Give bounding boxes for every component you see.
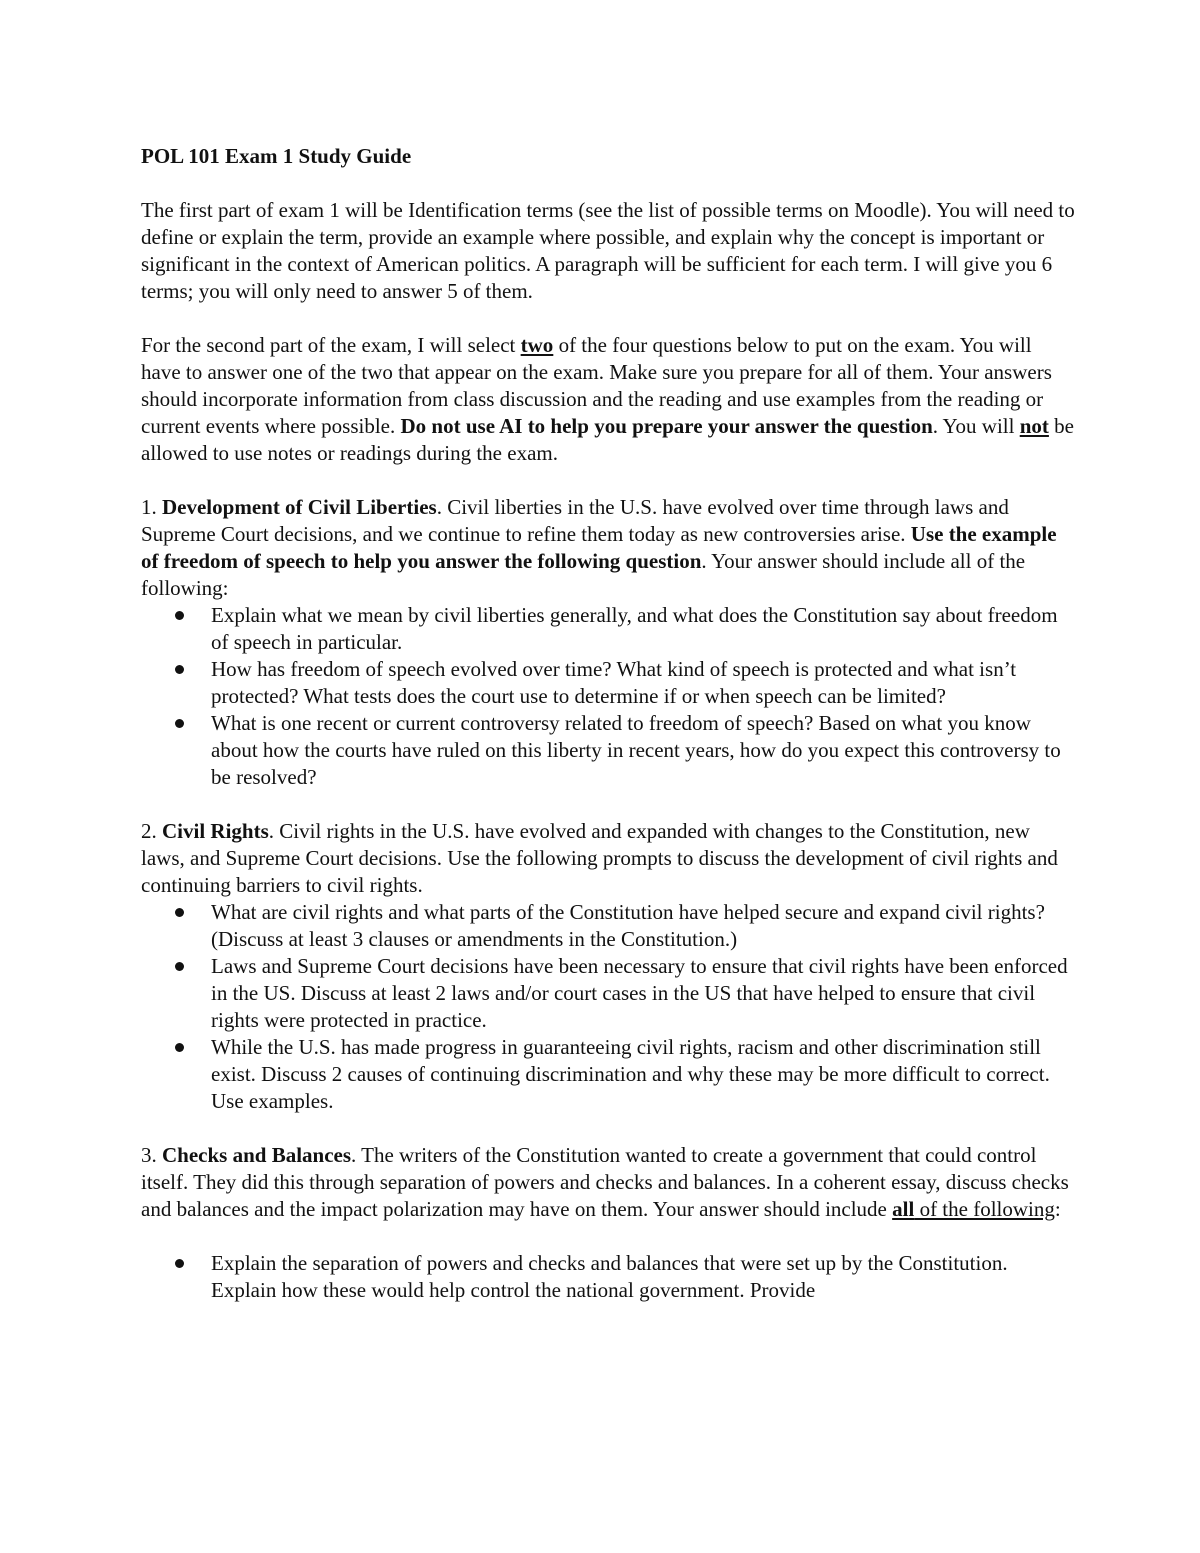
emphasis-not: not bbox=[1019, 414, 1049, 438]
bullet-icon bbox=[175, 1043, 184, 1052]
list-item: Laws and Supreme Court decisions have been necessary to ensure that civil rights have been enforced in the US. Discuss at least 2 laws and/or court cases in the US that have helped to ensure that civil rights were protected in practice. bbox=[141, 953, 1076, 1034]
question-1-instruction: Use the example of freedom of speech to help you answer the following question bbox=[141, 522, 1057, 573]
page-title: POL 101 Exam 1 Study Guide bbox=[141, 144, 412, 168]
question-2-bullets bbox=[141, 899, 1076, 1115]
bullet-icon bbox=[175, 719, 184, 728]
list-item: How has freedom of speech evolved over time? What kind of speech is protected and what isn’t protected? What tests does the court use to determine if or when speech can be limited? bbox=[141, 656, 1076, 710]
question-3: 3. Checks and Balances. The writers of the Constitution wanted to create a government that could control itself. They did this through separation of powers and checks and balances. In a coherent essay, discuss checks and balances and the impact polarization may have on them. Your answer should include all of the following: bbox=[141, 1143, 1069, 1221]
question-1-bullets bbox=[141, 602, 1076, 791]
bullet-icon bbox=[175, 962, 184, 971]
question-1: 1. Development of Civil Liberties. Civil liberties in the U.S. have evolved over time through laws and Supreme Court decisions, and we continue to refine them today as new controversies arise. Use the example of freedom of speech to help you answer the following question. Your answer should include all of the following: bbox=[141, 495, 1057, 600]
list-item: Explain what we mean by civil liberties generally, and what does the Constitution say about freedom of speech in particular. bbox=[141, 602, 1076, 656]
ai-warning: Do not use AI to help you prepare your answer the question bbox=[400, 414, 933, 438]
list-item: While the U.S. has made progress in guaranteeing civil rights, racism and other discrimination still exist. Discuss 2 causes of continuing discrimination and why these may be more difficult to correct. Use examples. bbox=[141, 1034, 1076, 1115]
intro-part-one: The first part of exam 1 will be Identification terms (see the list of possible terms on Moodle). You will need to define or explain the term, provide an example where possible, and explain why the concept is important or significant in the context of American politics. A paragraph will be sufficient for each term. I will give you 6 terms; you will only need to answer 5 of them. bbox=[141, 198, 1075, 303]
question-3-bullets bbox=[141, 1250, 1076, 1304]
question-2-heading: Civil Rights bbox=[162, 819, 269, 843]
emphasis-two: two bbox=[520, 333, 554, 357]
emphasis-all-following: all of the following bbox=[892, 1197, 1055, 1221]
question-3-heading: Checks and Balances bbox=[162, 1143, 352, 1167]
bullet-icon bbox=[175, 908, 184, 917]
question-1-heading: Development of Civil Liberties bbox=[162, 495, 437, 519]
bullet-icon bbox=[175, 1259, 184, 1268]
question-2: 2. Civil Rights. Civil rights in the U.S. have evolved and expanded with changes to the Constitution, new laws, and Supreme Court decisions. Use the following prompts to discuss the development of civil rights and continuing barriers to civil rights. bbox=[141, 819, 1058, 897]
intro-part-two: For the second part of the exam, I will select two of the four questions below to put on the exam. You will have to answer one of the two that appear on the exam. Make sure you prepare for all of them. Your answers should incorporate information from class discussion and the reading and use examples from the reading or current events where possible. Do not use AI to help you prepare your answer the question. You will not be allowed to use notes or readings during the exam. bbox=[141, 333, 1074, 465]
study-guide-page bbox=[141, 143, 1076, 1304]
bullet-icon bbox=[175, 611, 184, 620]
bullet-icon bbox=[175, 665, 184, 674]
list-item: Explain the separation of powers and checks and balances that were set up by the Constitution. Explain how these would help control the national government. Provide bbox=[141, 1250, 1076, 1304]
list-item: What are civil rights and what parts of the Constitution have helped secure and expand civil rights? (Discuss at least 3 clauses or amendments in the Constitution.) bbox=[141, 899, 1076, 953]
list-item: What is one recent or current controversy related to freedom of speech? Based on what you know about how the courts have ruled on this liberty in recent years, how do you expect this controversy to be resolved? bbox=[141, 710, 1076, 791]
